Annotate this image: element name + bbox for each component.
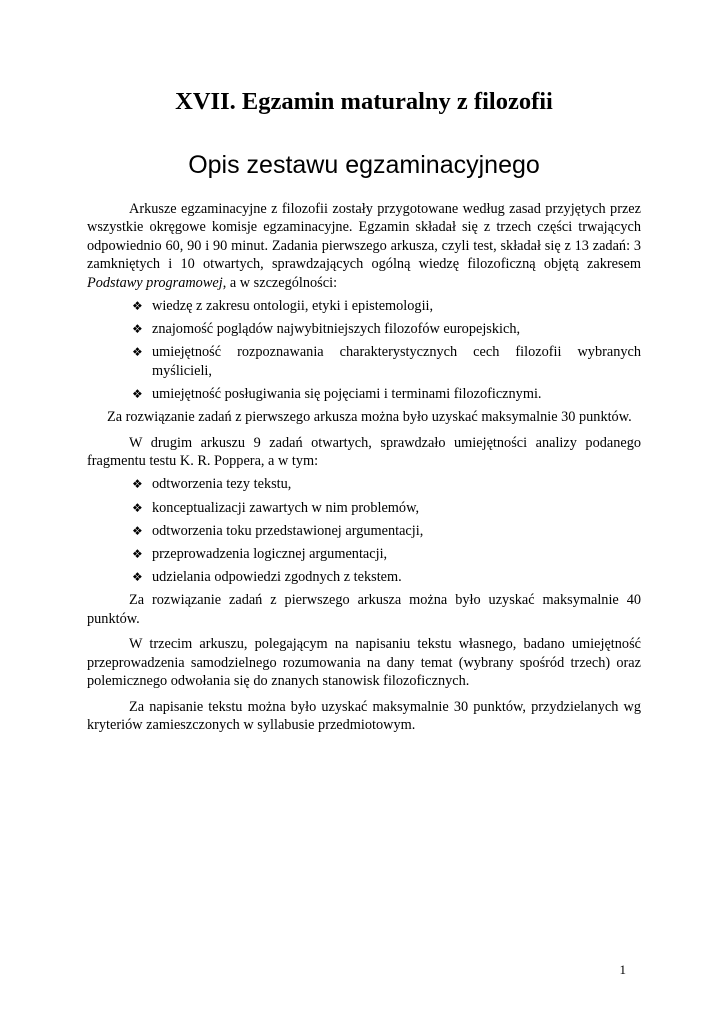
list-item	[132, 475, 641, 493]
first-sheet-score-paragraph: Za rozwiązanie zadań z pierwszego arkusza można było uzyskać maksymalnie 30 punktów.	[107, 409, 632, 426]
second-sheet-skills-list	[87, 475, 641, 586]
third-sheet-paragraph: W trzecim arkuszu, polegającym na napisaniu tekstu własnego, badano umiejętność przeprowadzenia samodzielnego rozumowania na dany temat (wybrany spośród trzech) oraz polemicznego odwołania się do znanych stanowisk filozoficznych.	[87, 636, 641, 690]
list-item	[132, 522, 641, 540]
intro-italic-reference: Podstawy programowej	[87, 274, 223, 291]
document-title: XVII. Egzamin maturalny z filozofii	[175, 88, 553, 115]
list-item	[132, 545, 641, 563]
list-item-text: przeprowadzenia logicznej argumentacji,	[152, 546, 388, 563]
list-item	[132, 568, 641, 586]
third-sheet-score-paragraph: Za napisanie tekstu można było uzyskać maksymalnie 30 punktów, przydzielanych wg kryteriów zamieszczonych w syllabusie przedmiotowym.	[87, 698, 641, 733]
diamond-bullet-icon: ❖	[132, 570, 143, 585]
page-number: 1	[619, 962, 626, 977]
list-item-text: wiedzę z zakresu ontologii, etyki i epistemologii,	[152, 298, 434, 315]
intro-text-end: , a w szczególności:	[222, 274, 338, 291]
list-item-text: odtworzenia toku przedstawionej argumentacji,	[152, 522, 424, 539]
list-item-text: umiejętność posługiwania się pojęciami i terminami filozoficznymi.	[152, 386, 542, 403]
document-subtitle: Opis zestawu egzaminacyjnego	[188, 151, 540, 179]
list-item-text: umiejętność rozpoznawania charakterystycznych cech filozofii wybranych myślicieli,	[152, 344, 641, 379]
diamond-bullet-icon: ❖	[132, 387, 143, 402]
diamond-bullet-icon: ❖	[132, 322, 143, 337]
diamond-bullet-icon: ❖	[132, 523, 143, 538]
first-sheet-skills-list	[87, 297, 641, 403]
list-item-text: znajomość poglądów najwybitniejszych filozofów europejskich,	[152, 321, 521, 338]
intro-paragraph	[87, 200, 641, 292]
document-page	[87, 86, 641, 734]
diamond-bullet-icon: ❖	[132, 345, 143, 360]
list-item-text: konceptualizacji zawartych w nim problemów,	[152, 499, 420, 516]
list-item-text: odtworzenia tezy tekstu,	[152, 476, 292, 493]
list-item	[132, 297, 641, 315]
intro-text-start: Arkusze egzaminacyjne z filozofii zostały przygotowane według zasad przyjętych przez wszystkie okręgowe komisje egzaminacyjne. Egzamin składał się z trzech części trwających odpowiednio 60, 90 i 90 minut. Zadania pierwszego arkusza, czyli test, składał się z 13 zadań: 3 zamkniętych i 10 otwartych, sprawdzających ogólną wiedzę filozoficzną objętą zakresem	[87, 201, 641, 273]
list-item	[132, 320, 641, 338]
diamond-bullet-icon: ❖	[132, 547, 143, 562]
list-item	[132, 385, 641, 403]
diamond-bullet-icon: ❖	[132, 500, 143, 515]
list-item-text: udzielania odpowiedzi zgodnych z tekstem.	[152, 569, 402, 586]
second-sheet-paragraph: W drugim arkuszu 9 zadań otwartych, sprawdzało umiejętności analizy podanego fragmentu testu K. R. Poppera, a w tym:	[87, 434, 641, 470]
diamond-bullet-icon: ❖	[132, 477, 143, 492]
diamond-bullet-icon: ❖	[132, 299, 143, 314]
second-sheet-score-paragraph: Za rozwiązanie zadań z pierwszego arkusza można było uzyskać maksymalnie 40 punktów.	[87, 592, 641, 627]
list-item	[132, 499, 641, 517]
list-item	[132, 343, 641, 380]
